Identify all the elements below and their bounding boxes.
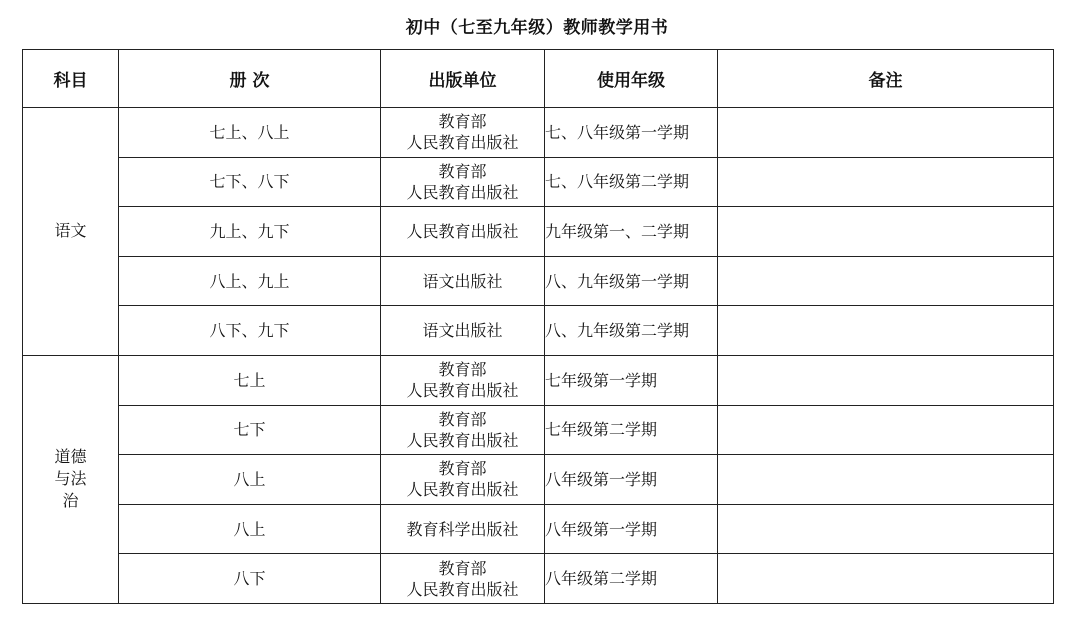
publisher-line: 教育部 [438,360,487,380]
remarks-cell [718,405,1054,455]
table-row [23,157,1054,207]
remarks-cell [718,355,1054,405]
header-grade: 使用年级 [545,50,718,108]
publisher-line: 教育部 [438,558,487,578]
publisher-cell [381,504,545,554]
volume-cell: 八下 [119,554,381,604]
subject-label: 语文 [54,221,87,241]
table-header-row [23,50,1054,108]
publisher-cell [381,256,545,306]
volume-cell: 七下 [119,405,381,455]
header-remarks: 备注 [718,50,1054,108]
remarks-cell [718,157,1054,207]
remarks-cell [718,207,1054,257]
publisher-cell [381,455,545,505]
publisher-line: 教育部 [438,161,487,181]
remarks-cell [718,306,1054,356]
subject-label: 道德与法治 [54,447,87,511]
textbook-table [22,49,1054,604]
publisher-line: 教育部 [438,459,487,479]
publisher-cell [381,554,545,604]
publisher-line: 人民教育出版社 [406,221,519,241]
publisher-line: 人民教育出版社 [406,182,519,202]
publisher-line: 语文出版社 [422,321,503,341]
publisher-line: 教育部 [438,409,487,429]
grade-cell: 八年级第一学期 [545,504,718,554]
volume-cell: 七上 [119,355,381,405]
table-row [23,455,1054,505]
document-title: 初中（七至九年级）教师教学用书 [405,18,669,38]
grade-cell: 九年级第一、二学期 [545,207,718,257]
table-row [23,306,1054,356]
grade-cell: 七、八年级第二学期 [545,157,718,207]
grade-cell: 八、九年级第二学期 [545,306,718,356]
grade-cell: 七年级第一学期 [545,355,718,405]
publisher-cell [381,405,545,455]
table-row [23,355,1054,405]
publisher-cell [381,157,545,207]
publisher-line: 人民教育出版社 [406,381,519,401]
remarks-cell [718,504,1054,554]
publisher-line: 教育部 [438,112,487,132]
publisher-cell [381,355,545,405]
publisher-line: 人民教育出版社 [406,480,519,500]
header-subject: 科目 [23,50,119,108]
remarks-cell [718,554,1054,604]
remarks-cell [718,256,1054,306]
volume-cell: 七上、八上 [119,108,381,158]
publisher-cell [381,207,545,257]
grade-cell: 八年级第二学期 [545,554,718,604]
remarks-cell [718,455,1054,505]
table-row [23,554,1054,604]
publisher-line: 人民教育出版社 [406,133,519,153]
table-row [23,405,1054,455]
table-row [23,256,1054,306]
subject-cell [23,108,119,356]
remarks-cell [718,108,1054,158]
volume-cell: 八上 [119,455,381,505]
grade-cell: 八年级第一学期 [545,455,718,505]
volume-cell: 八上 [119,504,381,554]
header-volume: 册 次 [119,50,381,108]
publisher-line: 教育科学出版社 [406,519,519,539]
publisher-cell [381,108,545,158]
publisher-cell [381,306,545,356]
grade-cell: 七、八年级第一学期 [545,108,718,158]
subject-cell [23,355,119,603]
table-row [23,108,1054,158]
volume-cell: 七下、八下 [119,157,381,207]
table-row [23,207,1054,257]
header-publisher: 出版单位 [381,50,545,108]
grade-cell: 八、九年级第一学期 [545,256,718,306]
volume-cell: 八上、九上 [119,256,381,306]
publisher-line: 人民教育出版社 [406,430,519,450]
publisher-line: 语文出版社 [422,271,503,291]
grade-cell: 七年级第二学期 [545,405,718,455]
publisher-line: 人民教育出版社 [406,579,519,599]
table-row [23,504,1054,554]
volume-cell: 八下、九下 [119,306,381,356]
volume-cell: 九上、九下 [119,207,381,257]
